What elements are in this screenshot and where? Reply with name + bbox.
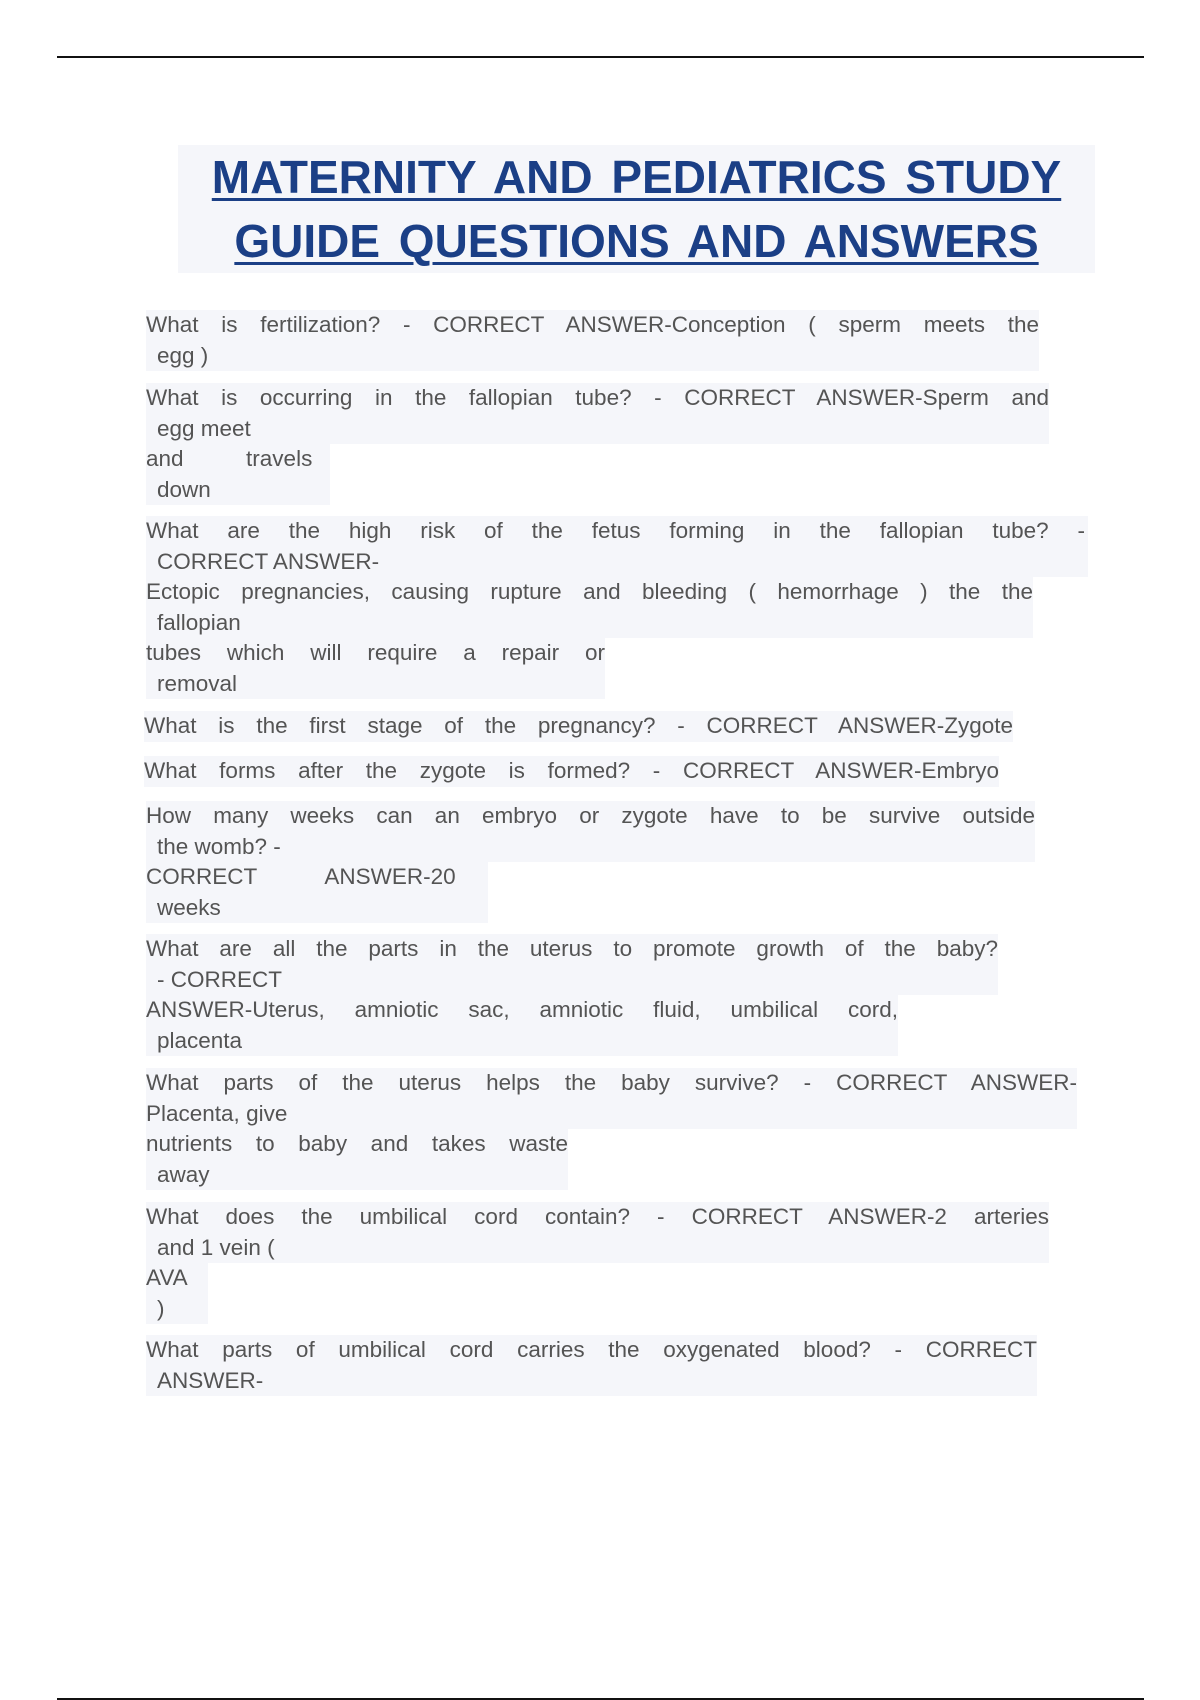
qa-segment bbox=[146, 1068, 1077, 1129]
qa-segment bbox=[146, 577, 1033, 638]
qa-segment bbox=[146, 1335, 1037, 1396]
qa-line: egg ) bbox=[157, 342, 209, 368]
qa-line: What is occurring in the fallopian tube? - CORRECT ANSWER-Sperm and bbox=[146, 385, 1049, 410]
qa-item bbox=[146, 1202, 1049, 1324]
qa-line: placenta bbox=[157, 1027, 243, 1053]
qa-item bbox=[146, 310, 1039, 371]
qa-segment bbox=[146, 383, 1049, 444]
qa-line: - CORRECT bbox=[157, 966, 282, 992]
document-title bbox=[178, 145, 1095, 273]
qa-segment bbox=[146, 310, 1039, 371]
qa-segment bbox=[146, 862, 488, 923]
qa-line: What is fertilization? - CORRECT ANSWER-Conception ( sperm meets the bbox=[146, 312, 1039, 337]
qa-line: What is the first stage of the pregnancy? - CORRECT ANSWER-Zygote bbox=[144, 713, 1013, 738]
qa-line: CORRECT ANSWER- bbox=[157, 548, 380, 574]
qa-line: removal bbox=[157, 670, 238, 696]
title-line-2: GUIDE QUESTIONS AND ANSWERS bbox=[234, 215, 1039, 267]
qa-segment bbox=[146, 934, 998, 995]
qa-line: ANSWER-Uterus, amniotic sac, amniotic fluid, umbilical cord, bbox=[146, 997, 898, 1022]
qa-item bbox=[146, 516, 1088, 699]
qa-line: egg meet bbox=[157, 415, 251, 441]
qa-line: tubes which will require a repair or bbox=[146, 640, 605, 665]
qa-line: AVA bbox=[146, 1265, 188, 1290]
qa-segment bbox=[146, 801, 1035, 862]
title-line-1: MATERNITY AND PEDIATRICS STUDY bbox=[211, 151, 1062, 203]
header-rule bbox=[57, 56, 1144, 58]
qa-item bbox=[146, 801, 1035, 923]
qa-line: What does the umbilical cord contain? - CORRECT ANSWER-2 arteries bbox=[146, 1204, 1049, 1229]
qa-line: What parts of umbilical cord carries the oxygenated blood? - CORRECT bbox=[146, 1337, 1037, 1362]
qa-item bbox=[146, 1068, 1077, 1190]
qa-line: and travels bbox=[146, 446, 313, 471]
qa-item bbox=[144, 756, 999, 787]
qa-segment bbox=[144, 711, 1013, 742]
qa-segment bbox=[146, 1202, 1049, 1263]
qa-line: How many weeks can an embryo or zygote have to be survive outside bbox=[146, 803, 1035, 828]
qa-line: What forms after the zygote is formed? - CORRECT ANSWER-Embryo bbox=[144, 758, 999, 783]
qa-line: and 1 vein ( bbox=[157, 1234, 275, 1260]
qa-line: Ectopic pregnancies, causing rupture and bleeding ( hemorrhage ) the the bbox=[146, 579, 1033, 604]
qa-segment bbox=[146, 444, 330, 505]
qa-line: What are the high risk of the fetus forming in the fallopian tube? - bbox=[146, 518, 1085, 543]
qa-line: Placenta, give bbox=[146, 1100, 288, 1126]
qa-segment bbox=[146, 995, 898, 1056]
qa-segment bbox=[146, 1263, 208, 1324]
qa-item bbox=[144, 711, 1013, 742]
qa-segment bbox=[146, 638, 605, 699]
qa-segment bbox=[146, 1129, 568, 1190]
qa-item bbox=[146, 934, 998, 1056]
qa-line: the womb? - bbox=[157, 833, 281, 859]
qa-line: CORRECT ANSWER-20 bbox=[146, 864, 456, 889]
qa-line: What are all the parts in the uterus to promote growth of the baby? bbox=[146, 936, 998, 961]
qa-segment bbox=[146, 516, 1088, 577]
qa-line: weeks bbox=[157, 894, 221, 920]
qa-line: ANSWER- bbox=[157, 1367, 264, 1393]
qa-item bbox=[146, 383, 1049, 505]
qa-line: ) bbox=[157, 1295, 165, 1321]
qa-line: What parts of the uterus helps the baby survive? - CORRECT ANSWER- bbox=[146, 1070, 1077, 1095]
qa-line: away bbox=[157, 1161, 210, 1187]
qa-item bbox=[146, 1335, 1037, 1396]
qa-segment bbox=[144, 756, 999, 787]
qa-line: down bbox=[157, 476, 211, 502]
qa-line: nutrients to baby and takes waste bbox=[146, 1131, 568, 1156]
qa-line: fallopian bbox=[157, 609, 241, 635]
